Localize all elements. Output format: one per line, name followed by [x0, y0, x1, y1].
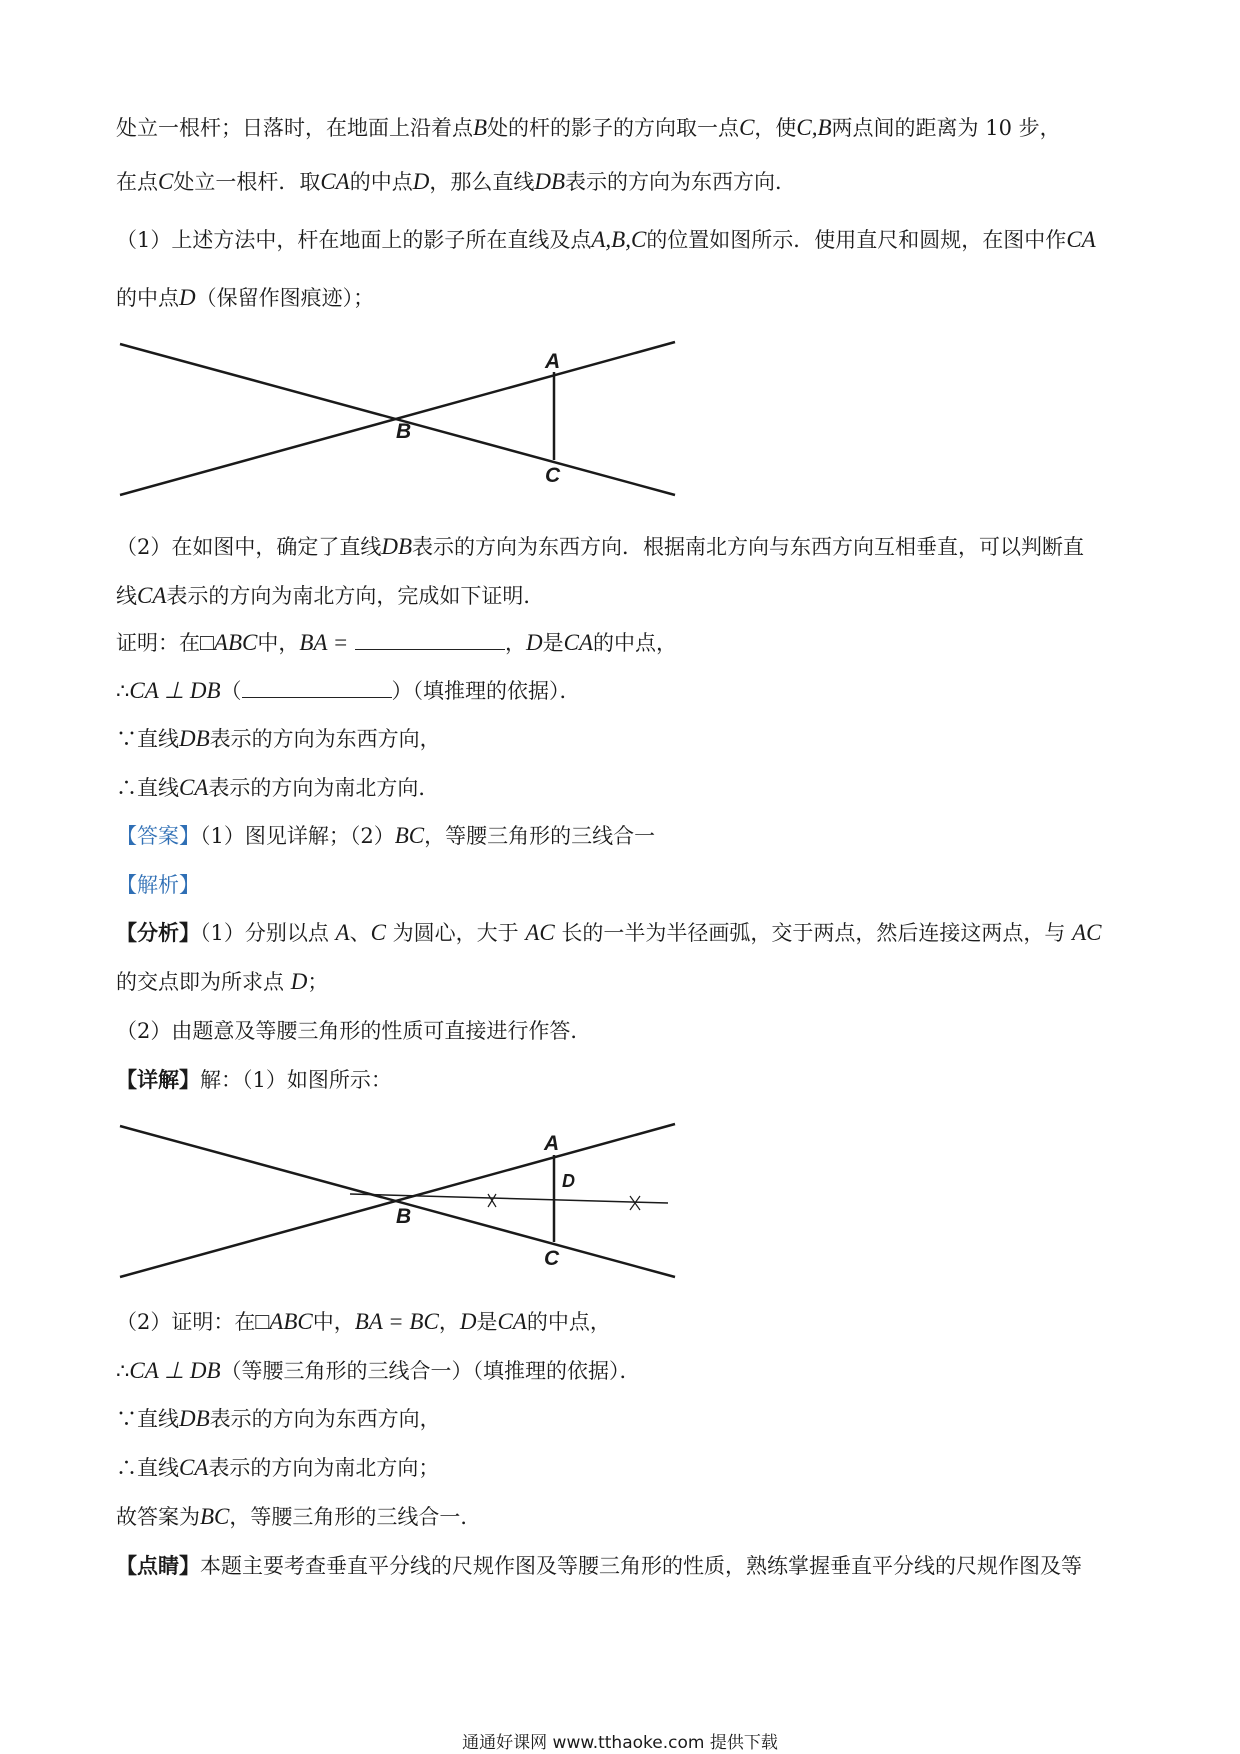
figure-2-diagram — [110, 1112, 690, 1292]
analysis-tag: 【解析】 — [116, 873, 200, 897]
figure-1-diagram — [110, 330, 690, 510]
question-1-line-2: 的中点D（保留作图痕迹）； — [116, 285, 375, 310]
question-1-line-1: （1）上述方法中，杆在地面上的影子所在直线及点A,B,C的位置如图所示．使用直尺和圆规，在图中作CA — [116, 227, 1096, 252]
fenxi-line-2: 的交点即为所求点 D； — [116, 969, 329, 994]
proof-line-4: ∴直线CA表示的方向为南北方向． — [116, 775, 440, 800]
label-c: C — [544, 1247, 560, 1270]
detail-tag: 【详解】 — [116, 1067, 200, 1092]
intro-line-1: 处立一根杆；日落时，在地面上沿着点B处的杆的影子的方向取一点C，使C,B两点间的距离为 10 步， — [116, 115, 1061, 140]
fenxi-tag: 【分析】 — [116, 920, 200, 945]
analysis-heading — [116, 870, 200, 900]
label-d: D — [562, 1171, 575, 1191]
proof-line-1: 证明：在□ABC中，BA = ，D是CA的中点， — [116, 630, 678, 655]
answer-tag: 【答案】 — [116, 824, 200, 848]
arc-mark-1 — [488, 1194, 496, 1207]
answer-line: 【答案】（1）图见详解；（2）BC，等腰三角形的三线合一 — [116, 823, 656, 848]
answer-blank-1[interactable] — [355, 629, 505, 650]
detail-line: 【详解】解：（1）如图所示： — [116, 1067, 392, 1092]
fenxi-line-1: 【分析】（1）分别以点 A、C 为圆心，大于 AC 长的一半为半径画弧，交于两点，然后连接这两点，与 AC — [116, 920, 1102, 945]
proof-line-2: ∴CA ⊥ DB（ ）（填推理的依据）． — [116, 678, 581, 703]
solution-line-5: 故答案为BC，等腰三角形的三线合一． — [116, 1504, 482, 1529]
question-2-line-2: 线CA表示的方向为南北方向，完成如下证明． — [116, 583, 545, 608]
answer-blank-2[interactable] — [242, 677, 392, 698]
label-b: B — [396, 420, 412, 443]
question-2-line-1: （2）在如图中，确定了直线DB表示的方向为东西方向．根据南北方向与东西方向互相垂直，可以判断直 — [116, 534, 1085, 559]
solution-line-3: ∵直线DB表示的方向为东西方向， — [116, 1406, 441, 1431]
arc-mark-2 — [630, 1196, 640, 1210]
page-footer: 通通好课网 www.tthaoke.com 提供下载 — [462, 1733, 778, 1753]
label-c: C — [545, 464, 561, 487]
proof-line-3: ∵直线DB表示的方向为东西方向， — [116, 726, 441, 751]
label-a: A — [544, 1132, 560, 1155]
label-b: B — [396, 1205, 412, 1228]
solution-line-1: （2）证明：在□ABC中，BA = BC，D是CA的中点， — [116, 1309, 611, 1334]
dianjing-tag: 【点睛】 — [116, 1553, 200, 1578]
solution-line-2: ∴CA ⊥ DB（等腰三角形的三线合一）（填推理的依据）． — [116, 1358, 641, 1383]
fenxi-line-3: （2）由题意及等腰三角形的性质可直接进行作答． — [116, 1019, 592, 1043]
solution-line-4: ∴直线CA表示的方向为南北方向； — [116, 1455, 440, 1480]
dianjing-line: 【点睛】本题主要考查垂直平分线的尺规作图及等腰三角形的性质，熟练掌握垂直平分线的尺规作图及等 — [116, 1553, 1082, 1578]
label-a: A — [545, 350, 561, 373]
intro-line-2: 在点C处立一根杆．取CA的中点D，那么直线DB表示的方向为东西方向． — [116, 169, 797, 194]
